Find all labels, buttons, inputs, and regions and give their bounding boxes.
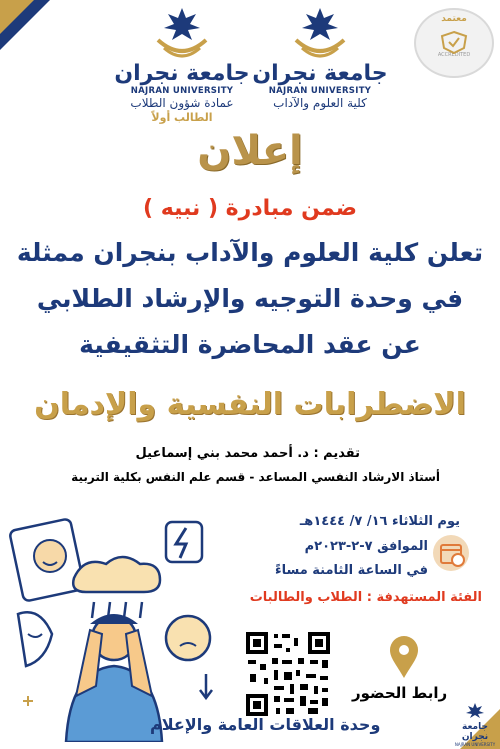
college-logo-subtitle: كلية العلوم والآداب [273, 96, 367, 110]
schedule-time: في الساعة الثامنة مساءً [274, 563, 428, 578]
college-logo-arabic: جامعة نجران [252, 61, 388, 86]
college-logo [250, 6, 390, 111]
university-emblem-icon [464, 702, 486, 718]
schedule-gregorian: الموافق ٧-٢-٢٠٢٣م [304, 539, 428, 554]
footer-logo-english: NAJRAN UNIVERSITY [454, 742, 496, 747]
college-logo-english: NAJRAN UNIVERSITY [268, 86, 372, 96]
deanship-logo-arabic: جامعة نجران [114, 61, 250, 86]
footer-logo-arabic: جامعة نجران [461, 722, 489, 742]
deanship-logo [112, 6, 252, 124]
university-emblem-icon [152, 6, 212, 58]
body-line-3: عن عقد المحاضرة التثقيفية [79, 330, 421, 359]
university-emblem-icon [290, 6, 350, 58]
lecture-title: الاضطرابات النفسية والإدمان [34, 387, 466, 422]
accreditation-badge [414, 8, 494, 78]
stress-illustration [6, 506, 236, 742]
announcement-heading: إعلان [197, 128, 303, 174]
badge-arabic: معتمد [441, 14, 467, 24]
initiative-line: ضمن مبادرة ( نبيه ) [143, 196, 357, 221]
target-audience: الفئة المستهدفة : الطلاب والطالبات [249, 590, 482, 605]
deanship-logo-subtitle: عمادة شؤون الطلاب [130, 96, 234, 110]
badge-english: ACCREDITED [437, 52, 471, 58]
body-line-1: تعلن كلية العلوم والآداب بنجران ممثلة [16, 238, 484, 267]
schedule-day-hijri: يوم الثلاثاء ١٦/ ٧/ ١٤٤٤هـ [299, 514, 460, 529]
attendance-link-label[interactable]: رابط الحضور [352, 684, 448, 702]
top-left-corner-decoration [0, 0, 60, 60]
shield-icon [439, 30, 469, 54]
footer-logo [452, 702, 498, 747]
footer-unit-name: وحدة العلاقات العامة والإعلام [150, 715, 381, 734]
deanship-tagline: الطالب أولاً [151, 111, 213, 124]
qr-code[interactable] [244, 630, 332, 718]
deanship-logo-english: NAJRAN UNIVERSITY [130, 86, 234, 96]
presenter-role: أستاذ الارشاد النفسي المساعد - قسم علم النفس بكلية التربية [71, 470, 440, 484]
body-line-2: في وحدة التوجيه والإرشاد الطلابي [36, 284, 464, 313]
presenter-name: تقديم : د. أحمد محمد بني إسماعيل [135, 446, 360, 461]
location-pin-icon [388, 636, 420, 680]
calendar-icon [432, 534, 470, 572]
